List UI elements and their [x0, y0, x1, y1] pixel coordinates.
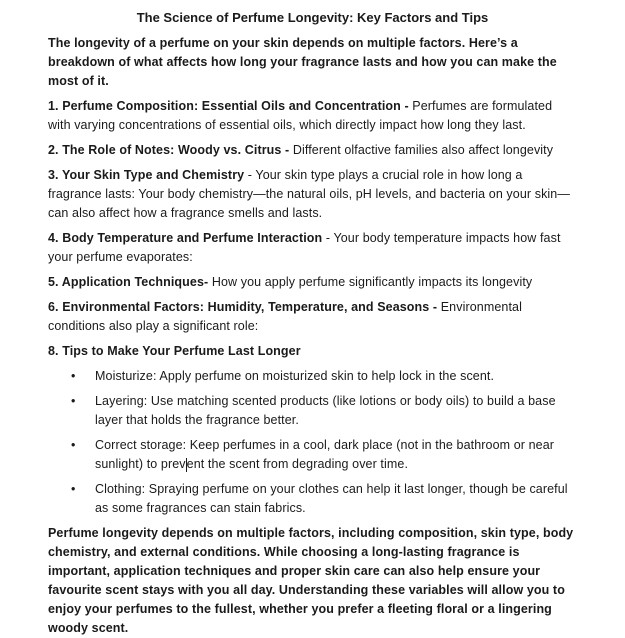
- intro-paragraph[interactable]: The longevity of a perfume on your skin depends on multiple factors. Here’s a breakdown of what affects how long your fragrance lasts and how you can make the most of it.: [48, 36, 557, 88]
- bullet-item-clothing[interactable]: • Clothing: Spraying perfume on your clothes can help it last longer, though be careful as some fragrances can stain fabrics.: [48, 480, 577, 518]
- bullet-item-moisturize[interactable]: • Moisturize: Apply perfume on moisturized skin to help lock in the scent.: [48, 367, 577, 386]
- section-heading-1: 1. Perfume Composition: Essential Oils and Concentration -: [48, 99, 409, 113]
- bullet-item-storage[interactable]: [48, 436, 577, 474]
- section-paragraph-4[interactable]: [48, 229, 577, 267]
- section-body-5: How you apply perfume significantly impacts its longevity: [208, 275, 533, 289]
- section-body-1: Perfumes are formulated with varying concentrations of essential oils, which directly impact how long they last.: [48, 99, 553, 132]
- section-heading-6: 6. Environmental Factors: Humidity, Temperature, and Seasons -: [48, 300, 438, 314]
- section-heading-5: 5. Application Techniques-: [48, 275, 209, 289]
- section-paragraph-3[interactable]: [48, 166, 577, 223]
- bullet-item-layering[interactable]: • Layering: Use matching scented products (like lotions or body oils) to build a base layer that holds the fragrance better.: [48, 392, 577, 430]
- section-body-6: Environmental conditions also play a significant role:: [48, 300, 522, 333]
- document-title: The Science of Perfume Longevity: Key Factors and Tips: [136, 10, 489, 25]
- conclusion-paragraph[interactable]: Perfume longevity depends on multiple factors, including composition, skin type, body chemistry, and external conditions. While choosing a long-lasting fragrance is important, application techniques and proper skin care can also help ensure your favourite scent stays with you all day. Understanding these variables will allow you to enjoy your perfumes to the fullest, whether you prefer a fleeting floral or a lingering woody scent.: [48, 526, 574, 635]
- section-heading-4: 4. Body Temperature and Perfume Interaction: [48, 231, 323, 245]
- section-paragraph-1[interactable]: [48, 97, 577, 135]
- bullet-storage-post-caret: ent the scent from degrading over time.: [186, 457, 409, 471]
- section-body-3: - Your skin type plays a crucial role in how long a fragrance lasts: Your body chemistry—the natural oils, pH levels, and bacteria on your skin—can also affect how a fragrance smells and lasts.: [48, 168, 570, 220]
- tips-heading[interactable]: 8. Tips to Make Your Perfume Last Longer: [48, 344, 301, 358]
- section-paragraph-5[interactable]: [48, 273, 577, 292]
- section-body-4: - Your body temperature impacts how fast your perfume evaporates:: [48, 231, 561, 264]
- bullet-storage-pre-caret: Correct storage: Keep perfumes in a cool, dark place (not in the bathroom or near sunlight) to prev: [95, 438, 555, 471]
- tips-list: [48, 367, 577, 518]
- section-heading-3: 3. Your Skin Type and Chemistry: [48, 168, 245, 182]
- section-paragraph-2[interactable]: [48, 141, 577, 160]
- section-body-2: Different olfactive families also affect longevity: [289, 143, 554, 157]
- section-heading-2: 2. The Role of Notes: Woody vs. Citrus -: [48, 143, 290, 157]
- section-paragraph-6[interactable]: [48, 298, 577, 336]
